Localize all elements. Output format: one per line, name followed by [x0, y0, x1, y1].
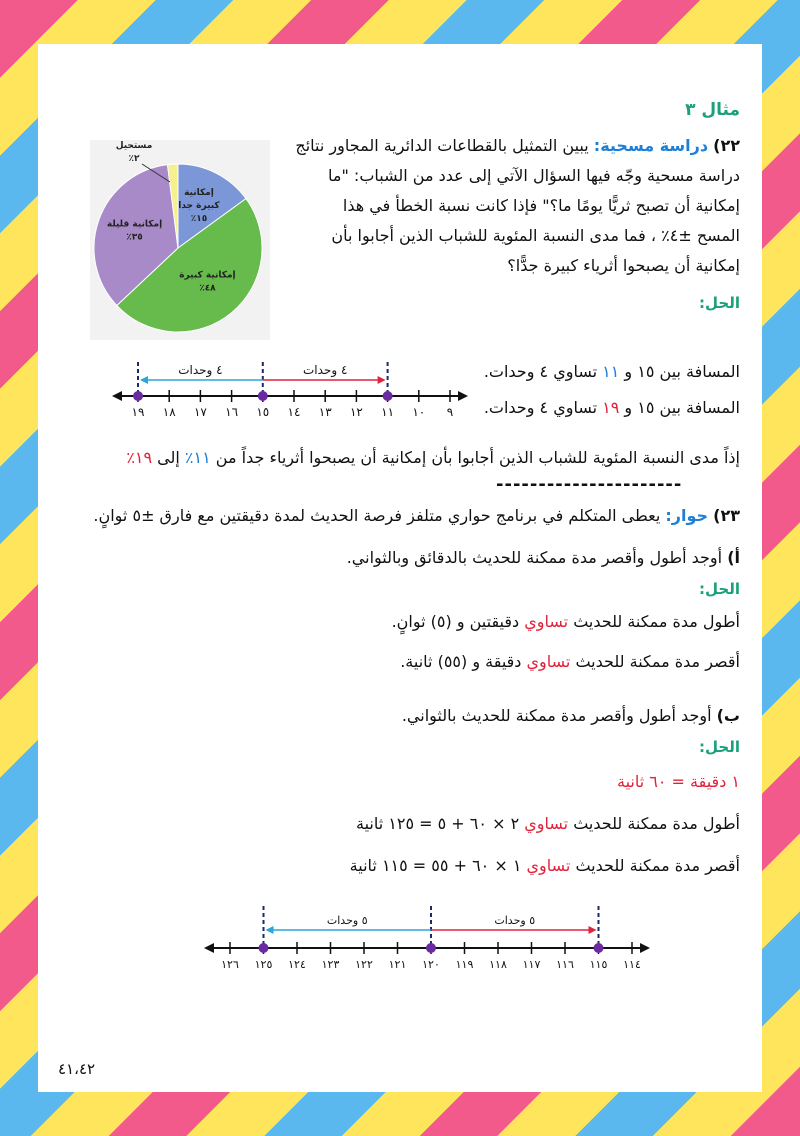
dist1-num: ١١	[602, 362, 620, 381]
q22-line-5: إمكانية أن يصبحوا أثرياء كبيرة جدًّا؟	[507, 256, 740, 275]
q22-text-1: يبين التمثيل بالقطاعات الدائرية المجاور نتائج	[295, 136, 589, 155]
part-a-letter: أ)	[727, 548, 740, 567]
conclusion-pre: إذاً مدى النسبة المئوية للشباب الذين أجابوا بأن إمكانية أن يصبحوا أثرياء جداً من	[210, 448, 740, 467]
q23-number: ٢٣)	[713, 506, 740, 525]
q23-label: حوار:	[665, 506, 709, 525]
dist1-post: تساوي ٤ وحدات.	[483, 362, 603, 381]
tick-label: ١٤	[287, 405, 301, 419]
tick-label: ١٢٢	[355, 958, 373, 971]
tick-label: ١١	[381, 405, 395, 419]
number-line-2	[202, 902, 652, 982]
point-marker	[594, 943, 604, 953]
pie-label-qalila-1: ٣٥٪	[126, 232, 143, 243]
dist2-post: تساوي ٤ وحدات.	[483, 398, 603, 417]
a-shortest	[400, 652, 740, 671]
point-marker	[133, 391, 143, 401]
tick-label: ١١٤	[623, 958, 641, 971]
pie-label-kabira-jiddan-1: كبيرة جدا	[178, 200, 220, 211]
q23-text: يعطى المتكلم في برنامج حواري متلفز فرصة الحديث لمدة دقيقتين مع فارق ±٥ ثوانٍ.	[93, 506, 661, 525]
tick-label: ١٨	[162, 405, 176, 419]
b-short-post: ١ × ٦٠ + ٥٥ = ١١٥ ثانية	[349, 856, 527, 875]
page-number: ٤١،٤٢	[58, 1060, 96, 1078]
span-label-left: ٥ وحدات	[326, 914, 368, 927]
a-long-post: دقيقتين و (٥) ثوانٍ.	[391, 612, 525, 631]
q23-solution-label-a: الحل:	[699, 580, 740, 598]
pie-label-kabira-jiddan-0: إمكانية	[184, 187, 214, 198]
q22-line-3: إمكانية أن تصبح ثريًّا يومًا ما؟" فإذا كانت نسبة الخطأ في هذا	[342, 196, 740, 215]
a-short-eq: تساوي	[526, 652, 571, 671]
span-label-left: ٤ وحدات	[178, 363, 223, 377]
dist2-num: ١٩	[602, 398, 620, 417]
pie-label-mustahil-1: ٢٪	[128, 154, 140, 164]
page	[38, 44, 762, 1092]
tick-label: ١٠	[412, 405, 426, 419]
part-b-letter: ب)	[716, 706, 740, 725]
a-short-post: دقيقة و (٥٥) ثانية.	[400, 652, 527, 671]
b-longest	[356, 814, 740, 833]
pie-label-kabira-0: إمكانية كبيرة	[179, 270, 236, 281]
tick-label: ١١٧	[522, 958, 541, 971]
span-label-right: ٥ وحدات	[494, 914, 536, 927]
axis-arrow-right	[640, 943, 650, 953]
axis-arrow-left	[112, 391, 122, 401]
q22-label: دراسة مسحية:	[593, 136, 709, 155]
tick-label: ٩	[446, 405, 454, 419]
b-shortest	[350, 856, 740, 875]
tick-label: ١٣	[318, 405, 332, 419]
tick-label: ١٢٤	[288, 958, 306, 971]
example-title: مثال ٣	[685, 100, 740, 120]
tick-label: ١٢	[349, 405, 363, 419]
q22-line-1	[295, 136, 740, 155]
arrow-right-head	[378, 376, 386, 384]
q22-line-2: دراسة مسحية وجّه فيها السؤال الآتي إلى عدد من الشباب: "ما	[328, 166, 740, 185]
span-label-right: ٤ وحدات	[302, 363, 348, 377]
point-marker	[426, 943, 436, 953]
axis-arrow-left	[204, 943, 214, 953]
axis-arrow-right	[458, 391, 468, 401]
a-long-eq: تساوي	[524, 612, 569, 631]
pie-label-kabira-1: ٤٨٪	[199, 283, 216, 294]
tick-label: ١٦	[225, 405, 239, 419]
minute-equals: ١ دقيقة = ٦٠ ثانية	[617, 772, 740, 791]
tick-label: ١٥	[256, 405, 270, 419]
q23-solution-label-b: الحل:	[699, 738, 740, 756]
q22-number: ٢٢)	[713, 136, 740, 155]
tick-label: ١١٨	[489, 958, 507, 971]
tick-label: ١٢٥	[254, 958, 273, 971]
point-marker	[259, 943, 269, 953]
q22-conclusion	[126, 448, 740, 467]
part-a-text: أوجد أطول وأقصر مدة ممكنة للحديث بالدقائق وبالثواني.	[346, 548, 723, 567]
arrow-left-head	[140, 376, 148, 384]
tick-label: ١٧	[193, 405, 207, 419]
b-long-eq: تساوي	[524, 814, 569, 833]
q22-solution-label: الحل:	[699, 294, 740, 312]
number-line-1	[110, 358, 470, 430]
conclusion-a: ١١٪	[184, 448, 211, 467]
tick-label: ١٢٦	[221, 958, 239, 971]
q22-line-4: المسح ±٤٪ ، فما مدى النسبة المئوية للشباب الذين أجابوا بأن	[331, 226, 740, 245]
arrow-right-head	[589, 926, 597, 934]
q23-part-a	[347, 548, 740, 567]
a-longest	[392, 612, 740, 631]
b-short-eq: تساوي	[526, 856, 571, 875]
part-b-text: أوجد أطول وأقصر مدة ممكنة للحديث بالثواني.	[401, 706, 712, 725]
tick-label: ١٩	[131, 405, 145, 419]
tick-label: ١٢٠	[422, 958, 440, 971]
q22-distance-2	[484, 398, 740, 417]
a-long-pre: أطول مدة ممكنة للحديث	[568, 612, 740, 631]
dist1-pre: المسافة بين ١٥ و	[619, 362, 740, 381]
arrow-left-head	[266, 926, 274, 934]
separator-dashes: ----------------------	[496, 474, 683, 495]
q23-line	[93, 506, 740, 525]
conclusion-mid: إلى	[152, 448, 185, 467]
pie-label-kabira-jiddan-2: ١٥٪	[190, 213, 208, 224]
tick-label: ١٢١	[388, 958, 407, 971]
a-short-pre: أقصر مدة ممكنة للحديث	[570, 652, 740, 671]
tick-label: ١٢٣	[321, 958, 340, 971]
b-long-post: ٢ × ٦٠ + ٥ = ١٢٥ ثانية	[355, 814, 525, 833]
tick-label: ١١٥	[589, 958, 608, 971]
b-short-pre: أقصر مدة ممكنة للحديث	[570, 856, 740, 875]
q22-distance-1	[484, 362, 740, 381]
tick-label: ١١٩	[455, 958, 474, 971]
pie-chart	[90, 140, 270, 340]
pie-label-mustahil-0: مستحيل	[115, 141, 153, 151]
pie-label-qalila-0: إمكانية قليلة	[106, 219, 163, 230]
point-marker	[258, 391, 268, 401]
b-long-pre: أطول مدة ممكنة للحديث	[568, 814, 740, 833]
point-marker	[383, 391, 393, 401]
dist2-pre: المسافة بين ١٥ و	[619, 398, 740, 417]
conclusion-b: ١٩٪	[126, 448, 153, 467]
q23-part-b	[402, 706, 740, 725]
tick-label: ١١٦	[556, 958, 574, 971]
